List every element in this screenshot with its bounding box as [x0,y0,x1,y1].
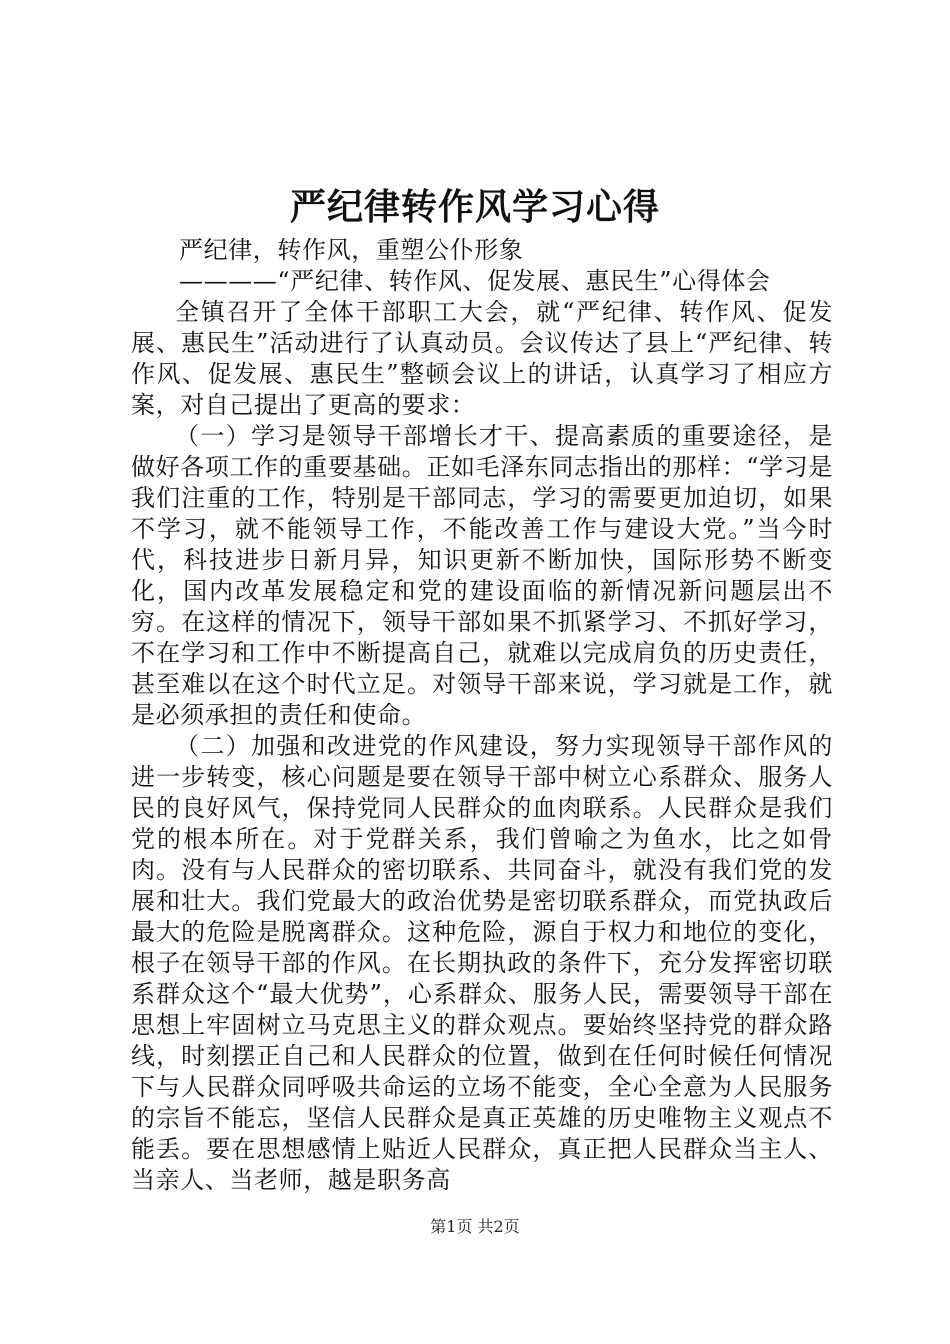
paragraph-section-1: （一）学习是领导干部增长才干、提高素质的重要途径，是做好各项工作的重要基础。正如毛泽东同志指出的那样：“学习是我们注重的工作，特别是干部同志，学习的需要更加迫切，如果不学习，就不能领导工作，不能改善工作与建设大党。”当今时代，科技进步日新月异，知识更新不断加快，国际形势不断变化，国内改革发展稳定和党的建设面临的新情况新问题层出不穷。在这样的情况下，领导干部如果不抓紧学习、不抓好学习，不在学习和工作中不断提高自己，就难以完成肩负的历史责任，甚至难以在这个时代立足。对领导干部来说，学习就是工作，就是必须承担的责任和使命。 [131,422,833,729]
document-subheading: ————“严纪律、转作风、促发展、惠民生”心得体会 [179,267,771,295]
page-number-footer: 第1页 共2页 [430,1217,520,1236]
document-title: 严纪律转作风学习心得 [289,186,660,228]
paragraph-section-2: （二）加强和改进党的作风建设，努力实现领导干部作风的进一步转变，核心问题是要在领导干部中树立心系群众、服务人民的良好风气，保持党同人民群众的血肉联系。人民群众是我们党的根本所在。对于党群关系，我们曾喻之为鱼水，比之如骨肉。没有与人民群众的密切联系、共同奋斗，就没有我们党的发展和壮大。我们党最大的政治优势是密切联系群众，而党执政后最大的危险是脱离群众。这种危险，源自于权力和地位的变化，根子在领导干部的作风。在长期执政的条件下，充分发挥密切联系群众这个“最大优势”，心系群众、服务人民，需要领导干部在思想上牢固树立马克思主义的群众观点。要始终坚持党的群众路线，时刻摆正自己和人民群众的位置，做到在任何时候任何情况下与人民群众同呼吸共命运的立场不能变，全心全意为人民服务的宗旨不能忘，坚信人民群众是真正英雄的历史唯物主义观点不能丢。要在思想感情上贴近人民群众，真正把人民群众当主人、当亲人、当老师，越是职务高 [131,732,833,1194]
document-body [131,235,833,1196]
document-subtitle: 严纪律，转作风，重塑公仆形象 [179,236,524,264]
paragraph-intro: 全镇召开了全体干部职工大会，就“严纪律、转作风、促发展、惠民生”活动进行了认真动员。会议传达了县上“严纪律、转作风、促发展、惠民生”整顿会议上的讲话，认真学习了相应方案，对自己提出了更高的要求： [131,298,833,419]
